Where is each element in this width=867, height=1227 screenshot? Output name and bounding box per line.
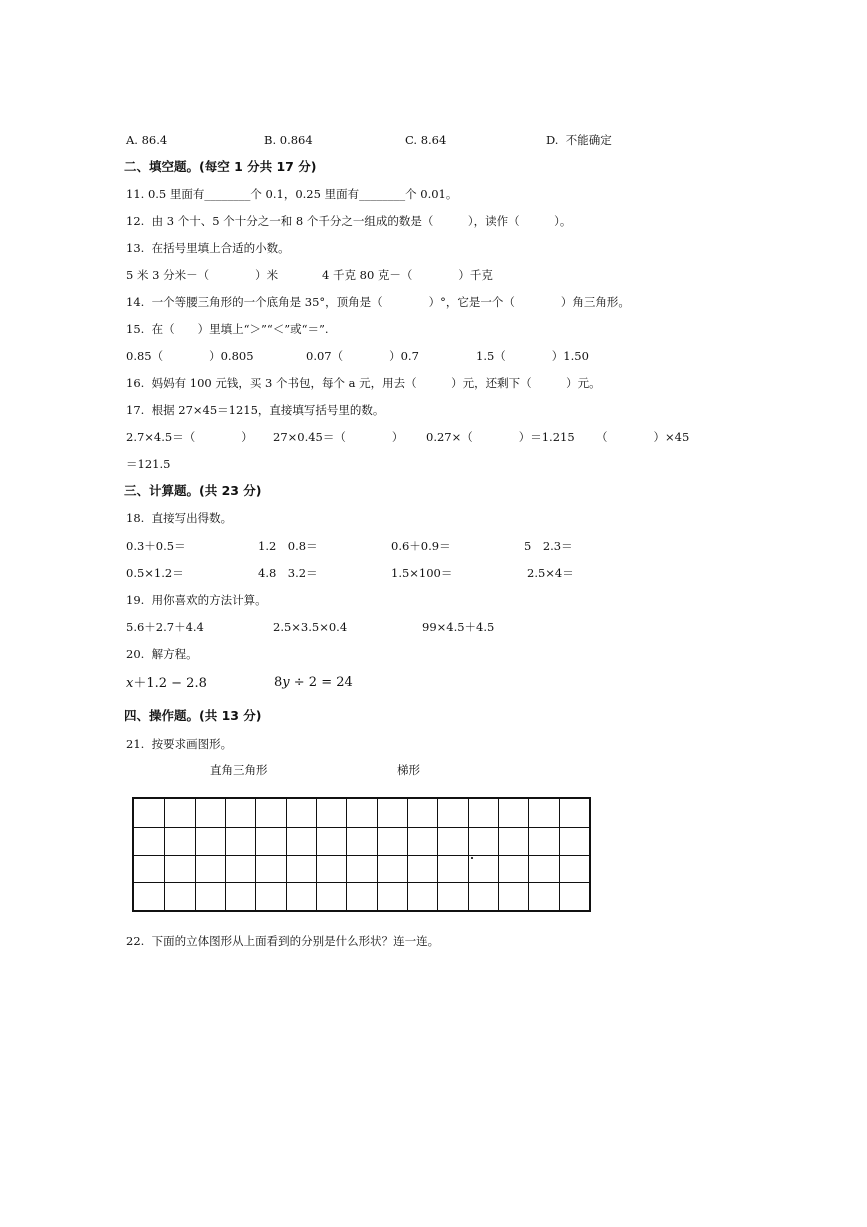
question-14: 14. 一个等腰三角形的一个底角是 35°，顶角是（ ）°，它是一个（ ）角三角形。 bbox=[126, 295, 630, 309]
option-d: D. 不能确定 bbox=[546, 133, 612, 147]
equation-2-variable: y bbox=[282, 675, 290, 690]
drawing-grid[interactable] bbox=[132, 797, 591, 912]
question-15: 15. 在（ ）里填上“＞”“＜”或“＝”. bbox=[126, 322, 329, 336]
question-13: 13. 在括号里填上合适的小数。 bbox=[126, 241, 290, 255]
q18-item-4: 5 2.3＝ bbox=[524, 539, 573, 553]
q19-item-1: 5.6＋2.7＋4.4 bbox=[126, 620, 204, 634]
question-17-part-d: （ ）×45 bbox=[596, 430, 690, 444]
q18-item-8: 2.5×4＝ bbox=[527, 566, 574, 580]
question-15-part-c: 1.5（ ）1.50 bbox=[476, 349, 589, 363]
equation-1-rest: ＋1.2 − 2.8 bbox=[133, 676, 207, 691]
question-17-part-b: 27×0.45＝（ ） bbox=[273, 430, 404, 444]
q18-item-5: 0.5×1.2＝ bbox=[126, 566, 184, 580]
equation-2-coefficient: 8 bbox=[274, 675, 283, 690]
q19-item-3: 99×4.5＋4.5 bbox=[422, 620, 495, 634]
grid-row-line bbox=[134, 855, 589, 856]
question-20: 20. 解方程。 bbox=[126, 647, 198, 661]
question-15-part-a: 0.85（ ）0.805 bbox=[126, 349, 254, 363]
q18-item-7: 1.5×100＝ bbox=[391, 566, 453, 580]
question-13-part-b: 4 千克 80 克－（ ）千克 bbox=[322, 268, 493, 282]
q19-item-2: 2.5×3.5×0.4 bbox=[273, 620, 348, 634]
question-17-part-d-continued: ＝121.5 bbox=[126, 457, 171, 471]
q18-item-6: 4.8 3.2＝ bbox=[258, 566, 318, 580]
question-18: 18. 直接写出得数。 bbox=[126, 511, 233, 525]
question-12: 12. 由 3 个十、5 个十分之一和 8 个千分之一组成的数是（ ），读作（ ）。 bbox=[126, 214, 572, 228]
question-11: 11. 0.5 里面有________个 0.1，0.25 里面有________个 0.01。 bbox=[126, 187, 458, 201]
grid-row-line bbox=[134, 882, 589, 883]
q18-item-1: 0.3＋0.5＝ bbox=[126, 539, 186, 553]
section-title-calculation: 三、计算题。(共 23 分) bbox=[124, 483, 262, 498]
question-22: 22. 下面的立体图形从上面看到的分别是什么形状？连一连。 bbox=[126, 934, 440, 948]
option-c: C. 8.64 bbox=[405, 133, 447, 147]
equation-1-variable: x bbox=[126, 676, 134, 691]
question-17-part-a: 2.7×4.5＝（ ） bbox=[126, 430, 253, 444]
q18-item-2: 1.2 0.8＝ bbox=[258, 539, 318, 553]
question-16: 16. 妈妈有 100 元钱，买 3 个书包，每个 a 元，用去（ ）元，还剩下（ ）元。 bbox=[126, 376, 601, 390]
grid-row-line bbox=[134, 827, 589, 828]
section-title-fill-in: 二、填空题。(每空 1 分共 17 分) bbox=[124, 159, 317, 174]
equation-2 bbox=[274, 676, 353, 690]
option-a: A. 86.4 bbox=[126, 133, 168, 147]
question-15-part-b: 0.07（ ）0.7 bbox=[306, 349, 419, 363]
label-trapezoid: 梯形 bbox=[397, 763, 420, 777]
question-21: 21. 按要求画图形。 bbox=[126, 737, 233, 751]
question-13-part-a: 5 米 3 分米－（ ）米 bbox=[126, 268, 279, 282]
q18-item-3: 0.6＋0.9＝ bbox=[391, 539, 451, 553]
question-19: 19. 用你喜欢的方法计算。 bbox=[126, 593, 267, 607]
section-title-operation: 四、操作题。(共 13 分) bbox=[124, 708, 262, 723]
label-right-triangle: 直角三角形 bbox=[210, 763, 268, 777]
grid-dot-mark bbox=[471, 857, 473, 859]
option-b: B. 0.864 bbox=[264, 133, 313, 147]
question-17: 17. 根据 27×45＝1215，直接填写括号里的数。 bbox=[126, 403, 385, 417]
question-17-part-c: 0.27×（ ）＝1.215 bbox=[426, 430, 575, 444]
equation-1 bbox=[126, 677, 207, 691]
equation-2-rest: ÷ 2 = 24 bbox=[289, 675, 353, 690]
